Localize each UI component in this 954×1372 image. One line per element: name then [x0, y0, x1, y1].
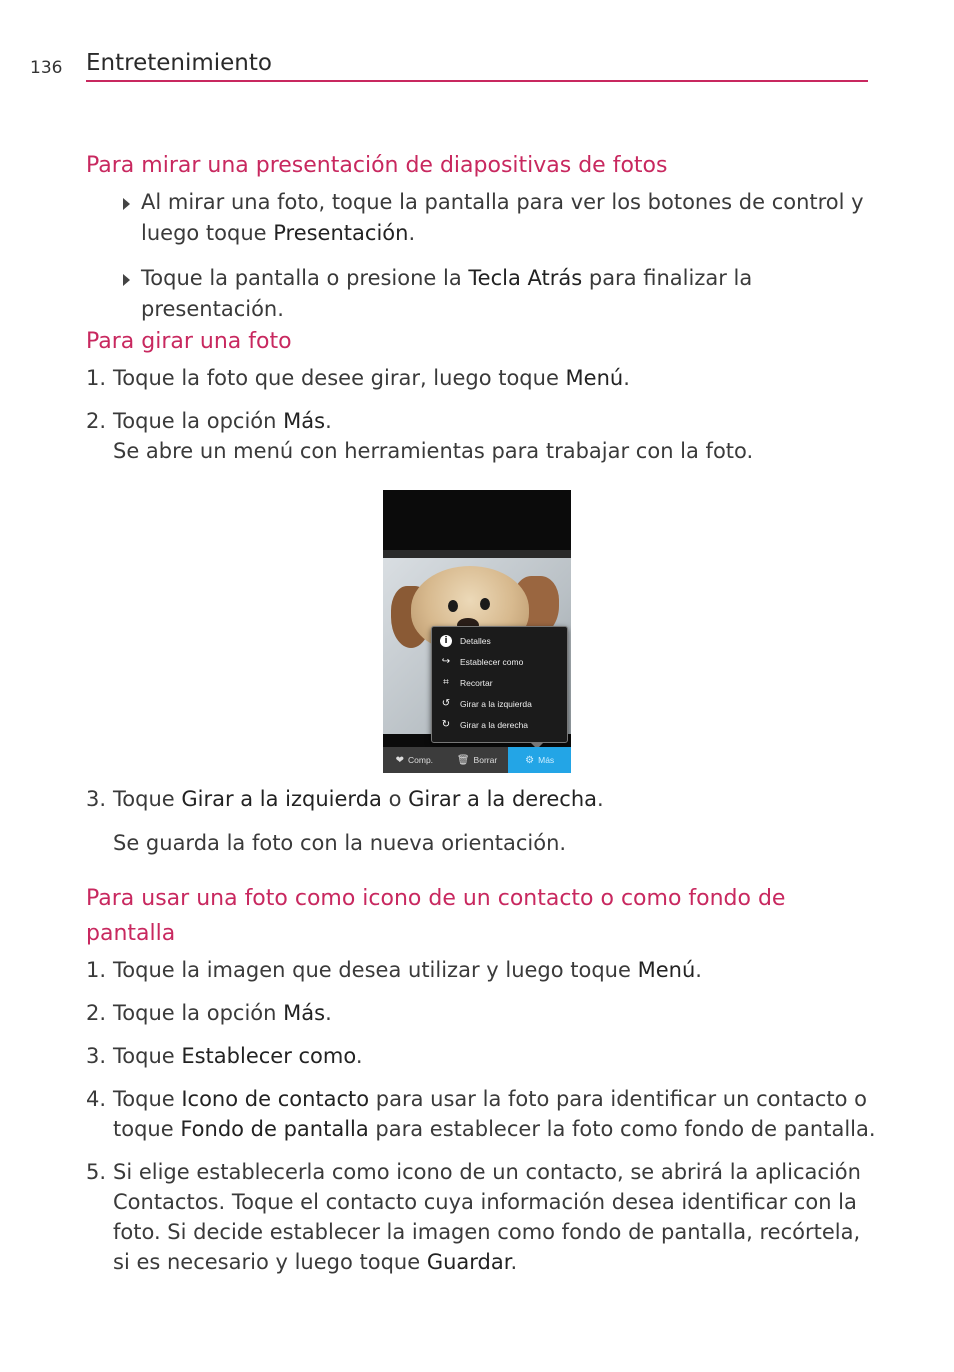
section-heading: Para girar una foto	[86, 329, 292, 354]
crop-icon: ⌗	[443, 676, 449, 688]
trash-icon: 🗑	[456, 754, 470, 766]
page-number: 136	[30, 58, 63, 78]
list-item: 2. Toque la opción Más. Se abre un menú con herramientas para trabajar con la foto.	[86, 409, 754, 463]
section-heading: Para mirar una presentación de diapositivas de fotos	[86, 153, 668, 178]
header-divider	[86, 80, 868, 82]
section-slideshow	[86, 148, 876, 325]
bottom-action-bar	[383, 747, 571, 773]
section-heading: Para usar una foto como icono de un contacto o como fondo de pantalla	[86, 886, 786, 946]
bullet-item: Al mirar una foto, toque la pantalla para ver los botones de control y luego toque Presentación.	[86, 187, 876, 249]
bullet-item: Toque la pantalla o presione la Tecla Atrás para finalizar la presentación.	[86, 263, 876, 325]
section-rotate	[86, 324, 876, 466]
more-options-menu	[431, 626, 568, 743]
menu-item-rotate-right[interactable]: ↻ Girar a la derecha	[441, 718, 529, 730]
share-icon: ❤	[395, 754, 404, 766]
rotate-left-icon: ↺	[441, 697, 451, 709]
menu-item-details[interactable]: i Detalles	[432, 630, 567, 651]
more-button[interactable]: ⚙ Más	[508, 747, 571, 773]
page-header-title: Entretenimiento	[86, 50, 272, 76]
menu-item-rotate-left[interactable]: ↺ Girar a la izquierda	[441, 697, 532, 709]
info-icon: i	[440, 635, 452, 647]
bullet-triangle-icon	[123, 198, 130, 210]
section-rotate-continued	[86, 784, 876, 858]
step-note: Se guarda la foto con la nueva orientación.	[113, 831, 567, 855]
list-item: 5. Si elige establecerla como icono de un contacto, se abrirá la aplicación Contactos. Toque el contacto cuya información desea identificar con la foto. Si decide establecer la imagen como fondo de pantalla, recórtela, si es necesario y luego toque Guardar.	[86, 1160, 861, 1274]
list-item: 1. Toque la foto que desee girar, luego toque Menú.	[86, 366, 630, 390]
rotate-right-icon: ↻	[441, 718, 451, 730]
menu-item-set-as[interactable]: ↪ Establecer como	[441, 655, 524, 667]
more-icon: ⚙	[525, 754, 535, 766]
section-contact-wallpaper	[86, 881, 876, 1277]
bullet-triangle-icon	[123, 274, 130, 286]
menu-item-crop[interactable]: ⌗ Recortar	[432, 672, 567, 693]
list-item: 4. Toque Icono de contacto para usar la foto para identificar un contacto o toque Fondo de pantalla para establecer la foto como fondo de pantalla.	[86, 1087, 876, 1141]
set-as-icon: ↪	[441, 655, 451, 667]
list-item: 3. Toque Establecer como.	[86, 1044, 363, 1068]
list-item: 2. Toque la opción Más.	[86, 1001, 332, 1025]
list-item: 1. Toque la imagen que desea utilizar y luego toque Menú.	[86, 958, 702, 982]
share-button[interactable]: ❤ Comp.	[395, 754, 434, 766]
phone-screenshot	[383, 490, 571, 773]
delete-button[interactable]: 🗑 Borrar	[456, 754, 498, 766]
list-item: 3. Toque Girar a la izquierda o Girar a la derecha.	[86, 787, 604, 811]
